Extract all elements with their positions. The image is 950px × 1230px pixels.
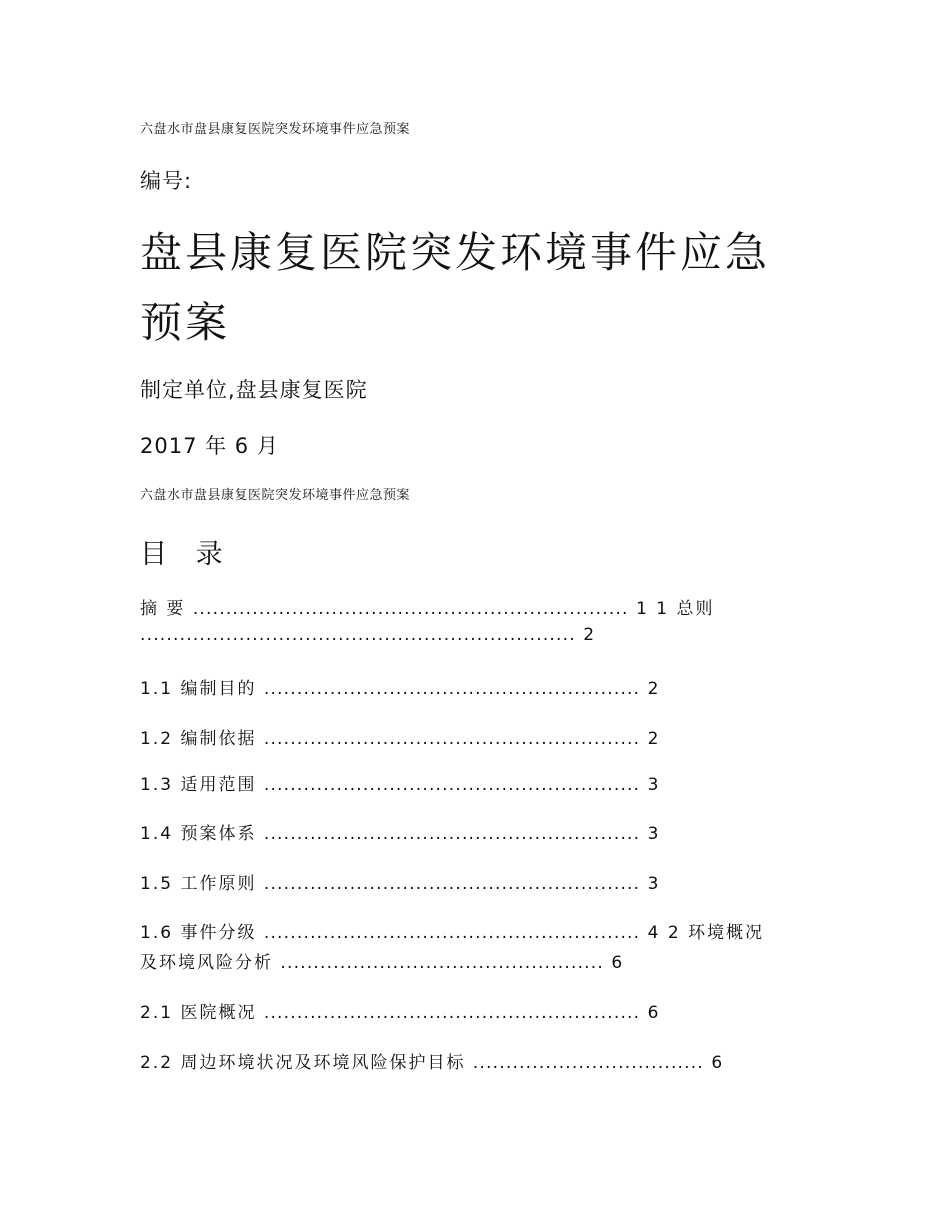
toc-entry-1-4[interactable] [140,819,661,844]
toc-leader-dots: ......................................................... [263,729,641,749]
toc-leader-dots: ................................... [472,1053,704,1073]
toc-entry-1-2[interactable] [140,724,661,749]
document-title [140,218,820,358]
toc-entry-title: 1.5 工作原则 [140,874,264,894]
toc-entry-abstract[interactable] [140,594,715,619]
toc-leader-dots: ......................................................... [263,923,641,943]
toc-entry-title: 1.6 事件分级 [140,923,264,943]
toc-entry-2-2[interactable] [140,1048,724,1073]
toc-leader-dots: ......................................................... [263,824,641,844]
toc-entry-title: 摘 要 [140,599,193,619]
document-number-label: 编号: [140,169,193,193]
toc-entry-title: 1.3 适用范围 [140,775,264,795]
toc-leader-dots: .................................................................. [192,599,629,619]
toc-entry-page: 3 [640,824,661,844]
toc-entry-1-6[interactable] [140,918,764,943]
toc-entry-page: 4 2 环境概况 [640,923,765,943]
issuer-line: 制定单位,盘县康复医院 [140,378,368,402]
toc-entry-page: 6 [703,1053,725,1073]
toc-entry-title: 1.2 编制依据 [140,729,264,749]
toc-entry-page: 6 [604,953,625,973]
toc-entry-page: 3 [640,874,661,894]
toc-entry-general[interactable] [140,625,596,645]
toc-entry-1-3[interactable] [140,770,661,795]
toc-entry-page: 2 [640,729,661,749]
toc-entry-title: 2.1 医院概况 [140,1003,264,1023]
toc-entry-page: 2 [575,625,597,645]
document-title-line-2: 预案 [140,298,231,347]
toc-leader-dots: ......................................................... [263,874,641,894]
running-header-second: 六盘水市盘县康复医院突发环境事件应急预案 [140,488,411,503]
toc-leader-dots: ......................................................... [263,679,641,699]
toc-leader-dots: ......................................................... [263,775,641,795]
toc-leader-dots: .................................................................. [140,625,576,645]
toc-entry-1-1[interactable] [140,674,661,699]
date-line: 2017 年 6 月 [140,434,279,458]
running-header-top: 六盘水市盘县康复医院突发环境事件应急预案 [140,122,411,137]
toc-entry-1-5[interactable] [140,869,661,894]
toc-leader-dots: ................................................. [280,953,604,973]
toc-entry-title: 1.1 编制目的 [140,679,264,699]
toc-entry-title: 及环境风险分析 [140,953,281,973]
toc-entry-page: 1 1 总则 [628,599,715,619]
toc-entry-title: 2.2 周边环境状况及环境风险保护目标 [140,1053,473,1073]
toc-leader-dots: ......................................................... [263,1003,641,1023]
toc-heading: 目 录 [140,539,233,570]
toc-entry-risk-analysis[interactable] [140,948,624,973]
toc-entry-page: 3 [640,775,661,795]
toc-entry-page: 2 [640,679,661,699]
toc-entry-title: 1.4 预案体系 [140,824,264,844]
toc-entry-page: 6 [640,1003,661,1023]
toc-entry-2-1[interactable] [140,998,661,1023]
document-title-line-1: 盘县康复医院突发环境事件应急 [140,228,771,277]
